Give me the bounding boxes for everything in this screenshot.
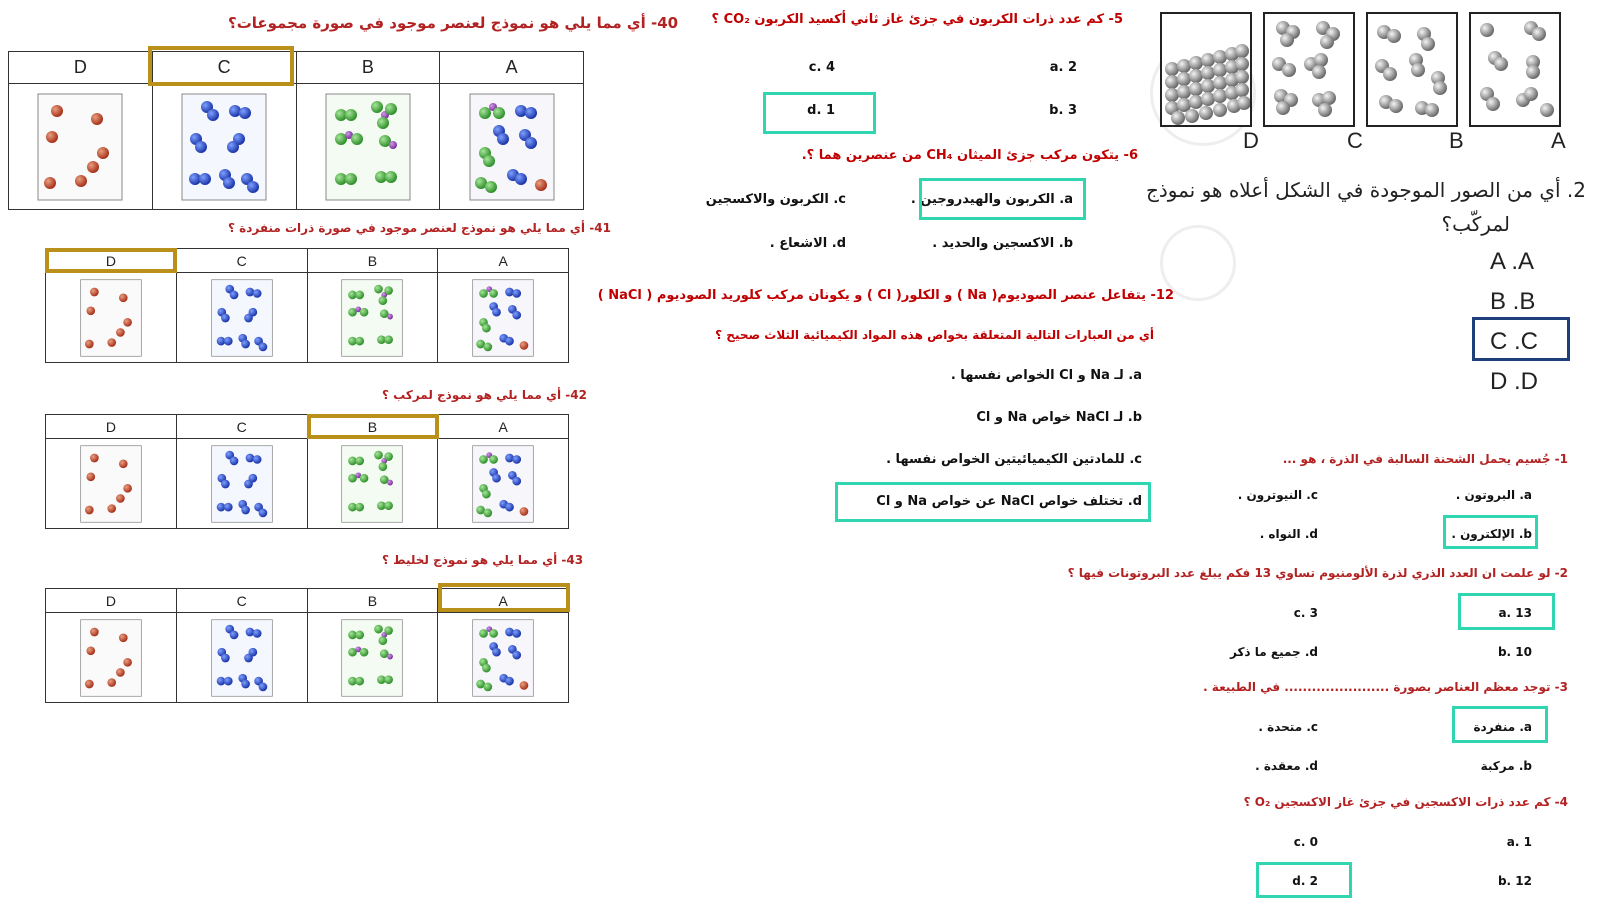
image-label-b: B bbox=[1449, 128, 1464, 153]
model-mixture bbox=[438, 613, 569, 703]
model-single-atoms bbox=[46, 613, 177, 703]
q12-option-c[interactable]: c. للمادتين الكيميائيتين الخواص نفسها . bbox=[886, 452, 1142, 467]
col-header-d: D bbox=[46, 589, 177, 613]
q3-option-b[interactable]: b. مركبة bbox=[1480, 759, 1532, 773]
question-2b-title: 2- لو علمت ان العدد الذري لذرة الألومنيوم تساوي 13 فكم يبلغ عدد البروتونات فيها ؟ bbox=[1067, 566, 1568, 580]
answer-highlight-q1 bbox=[1443, 515, 1538, 549]
q2b-option-d[interactable]: d. جميع ما ذكر bbox=[1229, 645, 1318, 659]
q2-option-a[interactable]: A .A bbox=[1490, 248, 1535, 275]
q2-option-b[interactable]: B .B bbox=[1490, 288, 1536, 315]
answer-highlight-q5 bbox=[763, 92, 876, 134]
q4-option-c[interactable]: 0 .c bbox=[1293, 835, 1318, 849]
model-compound bbox=[307, 439, 438, 529]
answer-highlight-q3 bbox=[1452, 706, 1548, 743]
model-mixture bbox=[438, 273, 569, 363]
col-header-a: A bbox=[438, 589, 569, 613]
col-header-c: C bbox=[176, 589, 307, 613]
q3-option-d[interactable]: d. معقدة . bbox=[1255, 759, 1318, 773]
question-5-title: 5- كم عدد ذرات الكربون في جزئ غاز ثاني أكسيد الكربون CO₂ ؟ bbox=[711, 12, 1123, 27]
col-header-b: B bbox=[307, 415, 438, 439]
answer-highlight-q42 bbox=[307, 414, 439, 439]
q3-option-c[interactable]: c. متحدة . bbox=[1258, 720, 1318, 734]
q5-option-a[interactable]: 2 .a bbox=[1049, 60, 1077, 75]
col-header-c: C bbox=[152, 52, 296, 84]
question-3-title: 3- توجد معظم العناصر بصورة ....................... في الطبيعة . bbox=[1203, 680, 1568, 694]
q1-option-b[interactable]: b. الإلكترون . bbox=[1451, 527, 1532, 541]
q1-option-c[interactable]: c. النيوترون . bbox=[1237, 488, 1318, 502]
q6-option-c[interactable]: c. الكربون والاكسجين bbox=[705, 192, 846, 207]
q1-option-a[interactable]: a. البروتون . bbox=[1455, 488, 1532, 502]
q2b-option-c[interactable]: 3 .c bbox=[1293, 606, 1318, 620]
col-header-a: A bbox=[440, 52, 584, 84]
question-40-title: 40- أي مما يلي هو نموذج لعنصر موجود في صورة مجموعات؟ bbox=[228, 14, 679, 32]
q6-option-a[interactable]: a. الكربون والهيدروجين . bbox=[910, 192, 1073, 207]
model-mixture bbox=[438, 439, 569, 529]
q12-option-b[interactable]: b. لـ NaCl خواص Na و Cl bbox=[976, 410, 1142, 425]
col-header-b: B bbox=[296, 52, 440, 84]
model-compound bbox=[296, 84, 440, 210]
question-43-title: 43- أي مما يلي هو نموذج لخليط ؟ bbox=[382, 553, 584, 567]
image-label-d: D bbox=[1243, 128, 1259, 153]
question-6-title: 6- يتكون مركب جزئ الميثان CH₄ من عنصرين هما ؟. bbox=[801, 148, 1138, 163]
question-12-title: 12- يتفاعل عنصر الصوديوم( Na ) و الكلور( Cl ) و يكونان مركب كلوريد الصوديوم ( NaCl ) bbox=[597, 288, 1174, 303]
col-header-d: D bbox=[46, 249, 177, 273]
col-header-b: B bbox=[307, 589, 438, 613]
model-molecules-element bbox=[176, 613, 307, 703]
q4-option-a[interactable]: 1 .a bbox=[1506, 835, 1532, 849]
image-label-c: C bbox=[1347, 128, 1363, 153]
lower-right-panel bbox=[1195, 447, 1600, 900]
particle-image-d bbox=[1160, 12, 1252, 127]
answer-highlight-q12 bbox=[835, 482, 1151, 522]
question-1-title: 1- جُسيم يحمل الشحنة السالبة في الذرة ، هو ... bbox=[1282, 452, 1568, 466]
col-header-d: D bbox=[46, 415, 177, 439]
model-single-atoms bbox=[46, 273, 177, 363]
q2-option-d[interactable]: D .D bbox=[1490, 368, 1538, 395]
image-label-a: A bbox=[1551, 128, 1566, 153]
answer-highlight-q4 bbox=[1256, 862, 1352, 898]
q1-option-d[interactable]: d. النواه . bbox=[1259, 527, 1318, 541]
particle-image-b bbox=[1366, 12, 1458, 127]
question-12-subtitle: أي من العبارات التالية المتعلقة بخواص هذه المواد الكيميائية الثلاث صحيح ؟ bbox=[715, 328, 1154, 342]
q3-option-a[interactable]: a. منفردة bbox=[1473, 720, 1532, 734]
answer-highlight-q40 bbox=[148, 46, 294, 86]
question-2-title-line2: لمركّب؟ bbox=[1441, 212, 1510, 236]
model-compound bbox=[307, 613, 438, 703]
answer-highlight-q2 bbox=[1472, 317, 1570, 361]
answer-highlight-q2b bbox=[1458, 593, 1555, 630]
q4-option-d[interactable]: 2 .d bbox=[1292, 874, 1318, 888]
question-4-title: 4- كم عدد ذرات الاكسجين في جزئ غاز الاكسجين O₂ ؟ bbox=[1243, 795, 1568, 809]
model-compound bbox=[307, 273, 438, 363]
q6-option-b[interactable]: b. الاكسجين والحديد . bbox=[932, 236, 1073, 251]
q2b-option-b[interactable]: 10 .b bbox=[1497, 645, 1532, 659]
answer-highlight-q43 bbox=[438, 583, 570, 612]
q6-option-d[interactable]: d. الاشعاع . bbox=[769, 236, 846, 251]
model-molecules-element bbox=[176, 439, 307, 529]
model-single-atoms bbox=[46, 439, 177, 529]
q12-option-a[interactable]: a. لـ Na و Cl الخواص نفسها . bbox=[950, 368, 1142, 383]
model-molecules-element bbox=[152, 84, 296, 210]
question-42-title: 42- أي مما يلي هو نموذج لمركب ؟ bbox=[382, 388, 587, 402]
answer-highlight-q6 bbox=[919, 178, 1086, 220]
question-2-title-line1: 2. أي من الصور الموجودة في الشكل أعلاه هو نموذج bbox=[1145, 178, 1586, 202]
q2-option-c[interactable]: C .C bbox=[1490, 328, 1538, 355]
q12-option-d[interactable]: d. تختلف خواص NaCl عن خواص Na و Cl bbox=[876, 494, 1142, 509]
answer-highlight-q41 bbox=[45, 248, 177, 273]
col-header-a: A bbox=[438, 415, 569, 439]
question-40-table bbox=[8, 51, 584, 210]
model-single-atoms bbox=[9, 84, 153, 210]
model-mixture bbox=[440, 84, 584, 210]
col-header-a: A bbox=[438, 249, 569, 273]
q5-option-b[interactable]: 3 .b bbox=[1049, 103, 1077, 118]
col-header-d: D bbox=[9, 52, 153, 84]
q5-option-d[interactable]: 1 .d bbox=[807, 103, 835, 118]
q2b-option-a[interactable]: 13 .a bbox=[1498, 606, 1532, 620]
particle-image-c bbox=[1263, 12, 1355, 127]
col-header-c: C bbox=[176, 415, 307, 439]
q5-option-c[interactable]: 4 .c bbox=[808, 60, 835, 75]
col-header-b: B bbox=[307, 249, 438, 273]
col-header-c: C bbox=[176, 249, 307, 273]
model-molecules-element bbox=[176, 273, 307, 363]
particle-image-a bbox=[1469, 12, 1561, 127]
watermark-decoration bbox=[1160, 225, 1236, 301]
q4-option-b[interactable]: 12 .b bbox=[1497, 874, 1532, 888]
question-41-title: 41- أي مما يلي هو نموذج لعنصر موجود في صورة ذرات منفردة ؟ bbox=[228, 221, 611, 235]
